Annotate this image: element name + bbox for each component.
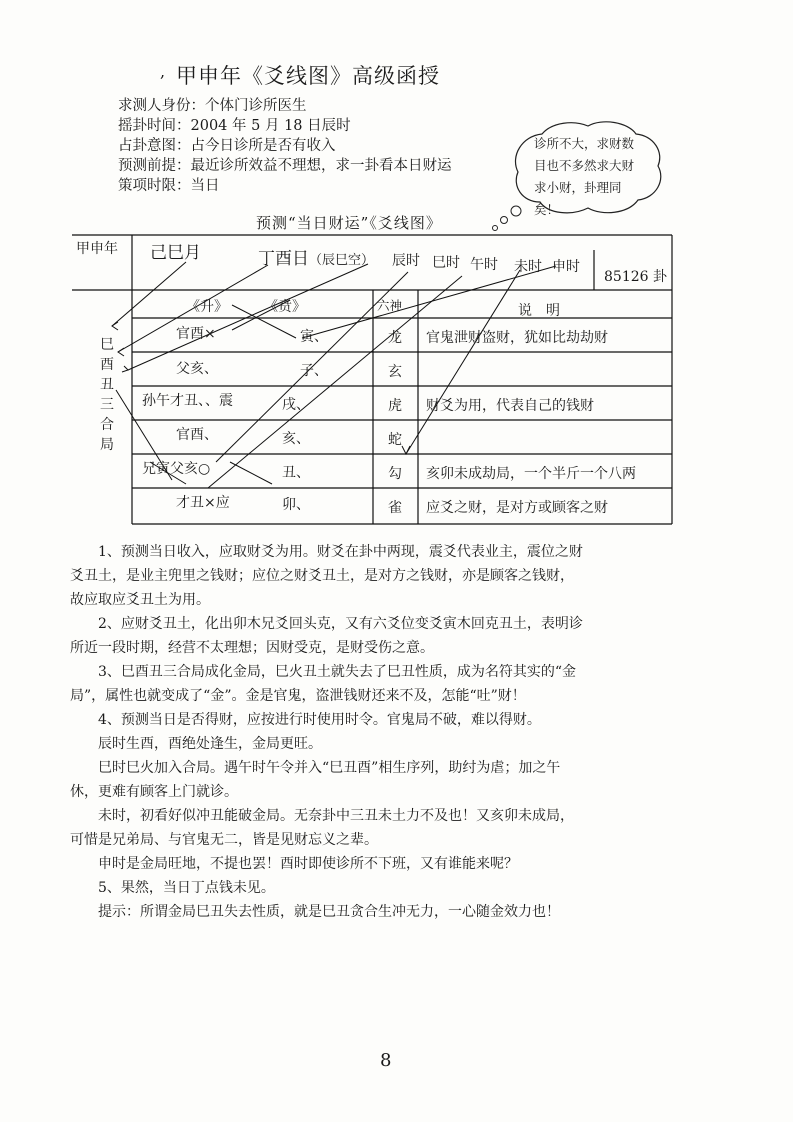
- bubble-text: 诊所不大，求财数目也不多然求大财求小财，卦理同矣！: [534, 136, 635, 217]
- hour-wu: 午时: [470, 257, 498, 273]
- body-line-16: 提示：所谓金局巳丑失去性质，就是巳丑贪合生冲无力，一心随金效力也！: [70, 904, 560, 920]
- month-label: 己巳月: [150, 243, 201, 263]
- left-label-0: 巳: [100, 337, 114, 353]
- hour-si: 巳时: [432, 255, 460, 271]
- day-label: 丁酉日（辰巳空）: [258, 249, 375, 269]
- hour-chen: 辰时: [392, 253, 420, 269]
- info-line-limit: 策项时限：当日: [118, 178, 220, 194]
- row-2-bian: 子、: [300, 363, 328, 379]
- row-2-shen: 玄: [388, 364, 402, 380]
- body-line-7: 局”，属性也就变成了“金”。金是官鬼，盗泄钱财还来不及，怎能“吐”财！: [70, 688, 526, 704]
- body-line-12: 未时，初看好似冲丑能破金局。无奈卦中三丑未土力不及也！又亥卯未成局，: [70, 808, 574, 824]
- hour-shen: 申时: [552, 259, 580, 275]
- info-line-time: 摇卦时间：2004 年 5 月 18 日辰时: [118, 118, 351, 134]
- row-6-note: 应爻之财，是对方或顾客之财: [426, 500, 608, 516]
- body-line-6: 3、巳酉丑三合局成化金局，巳火丑土就失去了巳丑性质，成为名符其实的“金: [70, 664, 577, 680]
- row-3-shen: 虎: [388, 398, 402, 414]
- row-1-bian: 寅、: [300, 329, 328, 345]
- row-6-ben: 才丑×应: [176, 495, 230, 511]
- body-line-4: 2、应财爻丑土，化出卯木兄爻回头克，又有六爻位变爻寅木回克丑土，表明诊: [70, 616, 583, 632]
- row-5-ben: 兄寅父亥○: [142, 461, 211, 477]
- row-6-shen: 雀: [388, 500, 402, 516]
- row-5-bian: 丑、: [282, 465, 310, 481]
- row-4-shen: 蛇: [388, 432, 402, 448]
- bullet-dot: ,: [160, 62, 166, 81]
- left-label-3: 三: [100, 397, 114, 413]
- body-line-1: 1、预测当日收入，应取财爻为用。财爻在卦中两现，震爻代表业主，震位之财: [70, 544, 583, 560]
- col-ben-header: 《升》: [186, 299, 228, 315]
- page-title: 甲申年《爻线图》高级函授: [176, 64, 440, 88]
- row-1-shen: 龙: [388, 330, 402, 346]
- page-number: 8: [380, 1050, 392, 1071]
- row-4-ben: 官酉、: [176, 427, 218, 443]
- year-label: 甲申年: [76, 241, 118, 257]
- body-line-13: 可惜是兄弟局、与官鬼无二，皆是见财忘义之辈。: [70, 832, 378, 848]
- left-label-4: 合: [100, 417, 114, 433]
- row-3-ben: 孙午才丑、、震: [142, 393, 233, 409]
- body-line-3: 故应取应爻丑土为用。: [70, 592, 210, 608]
- row-4-bian: 亥、: [282, 431, 310, 447]
- row-2-ben: 父亥、: [176, 361, 218, 377]
- row-6-bian: 卯、: [282, 497, 310, 513]
- row-5-note: 亥卯未成劫局，一个半斤一个八两: [426, 466, 636, 482]
- row-5-shen: 勾: [388, 466, 402, 482]
- col-liushen-header: 六神: [377, 298, 403, 313]
- info-line-intent: 占卦意图：占今日诊所是否有收入: [118, 138, 336, 154]
- col-shuoming-header: 说 明: [518, 303, 560, 319]
- left-label-5: 局: [100, 437, 114, 453]
- body-line-10: 巳时巳火加入合局。遇午时午令并入“巳丑酉”相生序列，助纣为虐；加之午: [70, 760, 561, 776]
- body-line-9: 辰时生酉，酉绝处逢生，金局更旺。: [70, 736, 322, 752]
- left-label-2: 丑: [100, 377, 114, 393]
- left-label-1: 酉: [100, 357, 114, 373]
- hour-wei: 未时: [514, 259, 542, 275]
- info-line-premise: 预测前提：最近诊所效益不理想，求一卦看本日财运: [118, 158, 452, 174]
- row-1-ben: 官酉×: [176, 326, 216, 342]
- body-line-5: 所近一段时期，经营不太理想；因财受克，是财受伤之意。: [70, 640, 434, 656]
- body-line-11: 休，更难有顾客上门就诊。: [70, 784, 238, 800]
- row-3-note: 财爻为用，代表自己的钱财: [426, 398, 594, 414]
- info-line-identity: 求测人身份：个体门诊所医生: [118, 98, 307, 114]
- chart-title: 预测“当日财运”《爻线图》: [256, 214, 442, 232]
- gua-number: 85126 卦: [604, 269, 667, 285]
- body-line-15: 5、果然，当日丁点钱未见。: [70, 880, 275, 896]
- row-1-note: 官鬼泄财盗财，犹如比劫劫财: [426, 330, 608, 346]
- body-line-8: 4、预测当日是否得财，应按进行时使用时令。官鬼局不破，难以得财。: [70, 712, 541, 728]
- row-3-bian: 戌、: [282, 397, 310, 413]
- body-line-2: 爻丑土，是业主兜里之钱财；应位之财爻丑土，是对方之钱财，亦是顾客之钱财，: [70, 568, 574, 584]
- col-bian-header: 《贲》: [264, 299, 306, 315]
- body-line-14: 申时是金局旺地，不提也罢！酉时即使诊所不下班，又有谁能来呢？: [70, 856, 518, 872]
